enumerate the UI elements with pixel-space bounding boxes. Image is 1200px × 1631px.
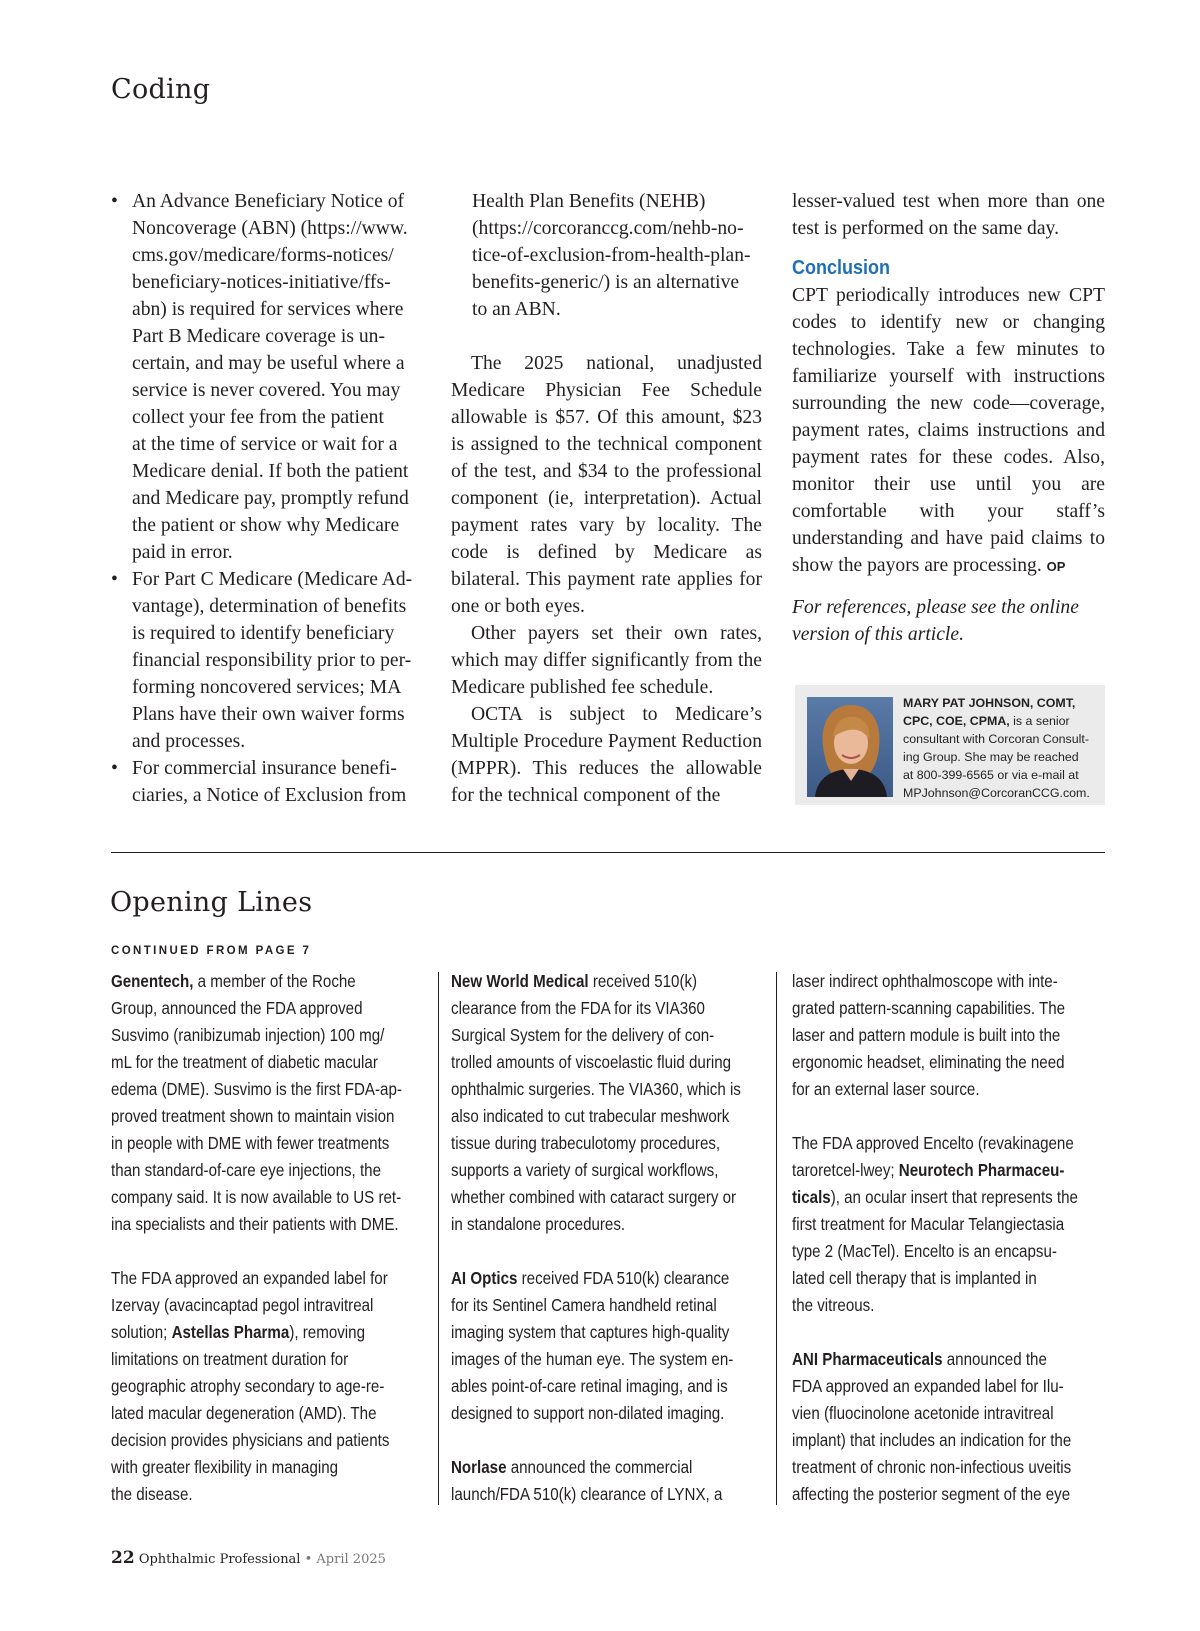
text-line: is required to identify beneficiary bbox=[132, 623, 395, 644]
text-line: the disease. bbox=[111, 1484, 193, 1504]
text-line: grated pattern-scanning capabilities. The bbox=[792, 998, 1066, 1018]
norlase-item bbox=[451, 1454, 763, 1508]
bullet-abn-text bbox=[132, 188, 423, 566]
text-line: imaging system that captures high-quality bbox=[451, 1322, 730, 1342]
text-line: geographic atrophy secondary to age-re- bbox=[111, 1376, 385, 1396]
lynx-continuation bbox=[792, 968, 1105, 1103]
text-line: consultant with Corcoran Consult- bbox=[903, 732, 1089, 746]
bullet-glyph: • bbox=[111, 569, 118, 590]
publication-name: Ophthalmic Professional bbox=[138, 1552, 301, 1567]
text-line-part: a member of the Roche bbox=[193, 971, 356, 991]
text-line: proved treatment shown to maintain vision bbox=[111, 1106, 395, 1126]
author-credentials: CPC, COE, CPMA, bbox=[903, 714, 1010, 728]
section-divider bbox=[111, 852, 1105, 853]
text-line: designed to support non-dilated imaging. bbox=[451, 1403, 725, 1423]
text-line: Plans have their own waiver forms bbox=[132, 704, 405, 725]
page-number: 22 bbox=[111, 1548, 135, 1568]
text-line: FDA approved an expanded label for Ilu- bbox=[792, 1376, 1064, 1396]
text-line: ciaries, a Notice of Exclusion from bbox=[132, 785, 407, 806]
text-line: abn) is required for services where bbox=[132, 299, 404, 320]
company-name: Neurotech Pharmaceu- bbox=[898, 1160, 1065, 1180]
text-line: for its Sentinel Camera handheld retinal bbox=[451, 1295, 717, 1315]
text-line: tice-of-exclusion-from-health-plan- bbox=[472, 245, 751, 266]
text-line: mL for the treatment of diabetic macular bbox=[111, 1052, 378, 1072]
text-line: For Part C Medicare (Medicare Ad- bbox=[132, 569, 413, 590]
text-line bbox=[111, 1319, 365, 1346]
text-line: forming noncovered services; MA bbox=[132, 677, 402, 698]
text-line: images of the human eye. The system en- bbox=[451, 1349, 734, 1369]
text-line: ergonomic headset, eliminating the need bbox=[792, 1052, 1065, 1072]
bio-line bbox=[903, 712, 1099, 730]
coding-column-1 bbox=[111, 188, 423, 809]
opening-column-2 bbox=[451, 968, 763, 1508]
text-line: The FDA approved an expanded label for bbox=[111, 1268, 388, 1288]
text-line bbox=[451, 1265, 729, 1292]
text-line: decision provides physicians and patients bbox=[111, 1430, 390, 1450]
text-line: whether combined with cataract surgery or bbox=[451, 1187, 737, 1207]
end-mark: OP bbox=[1046, 559, 1066, 574]
footer-separator: • bbox=[304, 1552, 313, 1567]
text-line-part: announced the bbox=[942, 1349, 1047, 1369]
text-line: the patient or show why Medicare bbox=[132, 515, 400, 536]
text-line: company said. It is now available to US ret- bbox=[111, 1187, 402, 1207]
text-line-part: ), an ocular insert that represents the bbox=[830, 1187, 1078, 1207]
author-bio-text bbox=[903, 694, 1099, 802]
text-line-part: received 510(k) bbox=[588, 971, 698, 991]
issue-date: April 2025 bbox=[316, 1552, 386, 1567]
text-line: treatment of chronic non-infectious uveitis bbox=[792, 1457, 1072, 1477]
text-line: An Advance Beneficiary Notice of bbox=[132, 191, 405, 212]
text-line: implant) that includes an indication for the bbox=[792, 1430, 1072, 1450]
company-name: AI Optics bbox=[451, 1268, 518, 1288]
text-line: benefits-generic/) is an alternative bbox=[472, 272, 740, 293]
company-name: Genentech, bbox=[111, 971, 194, 991]
author-name-line: MARY PAT JOHNSON, COMT, bbox=[903, 696, 1076, 710]
text-line: Medicare denial. If both the patient bbox=[132, 461, 409, 482]
text-line: laser and pattern module is built into the bbox=[792, 1025, 1061, 1045]
text-line: to an ABN. bbox=[472, 299, 561, 320]
text-line-part: solution; bbox=[111, 1322, 172, 1342]
company-name: Norlase bbox=[451, 1457, 507, 1477]
text-line: Health Plan Benefits (NEHB) bbox=[472, 191, 706, 212]
text-line bbox=[111, 968, 356, 995]
text-line: Part B Medicare coverage is un- bbox=[132, 326, 385, 347]
text-line: than standard-of-care eye injections, the bbox=[111, 1160, 381, 1180]
author-portrait-icon bbox=[807, 697, 893, 797]
text-line-part: announced the commercial bbox=[506, 1457, 693, 1477]
text-line: beneficiary-notices-initiative/ffs- bbox=[132, 272, 391, 293]
text-line-part: taroretcel-lwey; bbox=[792, 1160, 899, 1180]
text-line: trolled amounts of viscoelastic fluid during bbox=[451, 1052, 732, 1072]
new-world-medical-item bbox=[451, 968, 763, 1238]
text-line: also indicated to cut trabecular meshwork bbox=[451, 1106, 730, 1126]
bullet-commercial-text bbox=[132, 755, 423, 809]
coding-section-title: Coding bbox=[111, 74, 211, 105]
text-line: ing Group. She may be reached bbox=[903, 750, 1079, 764]
continued-from-label: CONTINUED FROM PAGE 7 bbox=[111, 945, 312, 957]
text-line: the vitreous. bbox=[792, 1295, 875, 1315]
text-line: vien (fluocinolone acetonide intravitreal bbox=[792, 1403, 1054, 1423]
text-line: cms.gov/medicare/forms-notices/ bbox=[132, 245, 394, 266]
company-name-cont: ticals bbox=[792, 1187, 831, 1207]
text-line-part: received FDA 510(k) clearance bbox=[517, 1268, 730, 1288]
text-line: Group, announced the FDA approved bbox=[111, 998, 363, 1018]
text-line: and Medicare pay, promptly refund bbox=[132, 488, 409, 509]
text-line: service is never covered. You may bbox=[132, 380, 401, 401]
text-line: limitations on treatment duration for bbox=[111, 1349, 349, 1369]
text-line: type 2 (MacTel). Encelto is an encapsu- bbox=[792, 1241, 1057, 1261]
text-line: vantage), determination of benefits bbox=[132, 596, 407, 617]
mppr-continuation: lesser-valued test when more than one test is performed on the same day. bbox=[792, 191, 1105, 239]
author-photo bbox=[807, 697, 893, 797]
encelto-item bbox=[792, 1130, 1105, 1319]
text-line: Susvimo (ranibizumab injection) 100 mg/ bbox=[111, 1025, 385, 1045]
company-name: Astellas Pharma bbox=[171, 1322, 290, 1342]
text-line: For references, please see the online bbox=[792, 597, 1079, 618]
text-line: with greater flexibility in managing bbox=[111, 1457, 339, 1477]
text-line: ina specialists and their patients with DME. bbox=[111, 1214, 399, 1234]
text-line: For commercial insurance benefi- bbox=[132, 758, 397, 779]
text-line: version of this article. bbox=[792, 624, 964, 645]
text-line: is a senior bbox=[1009, 714, 1070, 728]
text-line: at the time of service or wait for a bbox=[132, 434, 398, 455]
ani-pharmaceuticals-item bbox=[792, 1346, 1105, 1508]
text-line: paid in error. bbox=[132, 542, 233, 563]
opening-column-1 bbox=[111, 968, 423, 1508]
text-line: edema (DME). Susvimo is the first FDA-ap- bbox=[111, 1079, 402, 1099]
bullet-part-c-text bbox=[132, 566, 423, 755]
bullet-abn bbox=[111, 188, 423, 566]
text-line: ophthalmic surgeries. The VIA360, which is bbox=[451, 1079, 741, 1099]
bullet-glyph: • bbox=[111, 191, 118, 212]
company-name: ANI Pharmaceuticals bbox=[792, 1349, 943, 1369]
bio-line bbox=[903, 694, 1099, 712]
text-line bbox=[792, 1157, 1064, 1184]
text-line: Surgical System for the delivery of con- bbox=[451, 1025, 715, 1045]
izervay-item bbox=[111, 1265, 423, 1508]
coding-column-3 bbox=[792, 188, 1105, 648]
text-line-part: ), removing bbox=[289, 1322, 365, 1342]
references-note bbox=[792, 594, 1105, 648]
fee-schedule-paragraph: The 2025 national, unadjusted Medicare Physician Fee Schedule allowable is $57. Of this amount, $23 is assigned to the technical component of the test, and $34 to the professional component (ie, interpretation). Actual payment rates vary by locality. The code is defined by Medicare as bilateral. This payment rate applies for one or both eyes. bbox=[451, 353, 762, 617]
text-line: lated macular degeneration (AMD). The bbox=[111, 1403, 377, 1423]
text-line: financial responsibility prior to per- bbox=[132, 650, 412, 671]
opening-lines-title: Opening Lines bbox=[110, 887, 313, 918]
column-rule-1 bbox=[438, 972, 439, 1505]
text-line: launch/FDA 510(k) clearance of LYNX, a bbox=[451, 1484, 723, 1504]
text-line: Noncoverage (ABN) (https://www. bbox=[132, 218, 408, 239]
text-line bbox=[792, 1184, 1078, 1211]
text-line bbox=[451, 968, 697, 995]
coding-column-2 bbox=[451, 188, 762, 809]
conclusion-heading: Conclusion bbox=[792, 257, 891, 279]
text-line: at 800-399-6565 or via e-mail at bbox=[903, 768, 1079, 782]
text-line: Izervay (avacincaptad pegol intravitreal bbox=[111, 1295, 374, 1315]
column-rule-2 bbox=[776, 972, 777, 1505]
text-line: lated cell therapy that is implanted in bbox=[792, 1268, 1037, 1288]
conclusion-text: CPT periodically introduces new CPT codes to identify new or changing technologies. Take a few minutes to familiarize yourself with instructions surrounding the new code—coverage, payment rates, claims instructions and payment rates for these codes. Also, monitor their use until you are comfortable with your staff’s understanding and have paid claims to show the payors are processing. bbox=[792, 285, 1105, 576]
text-line: in standalone procedures. bbox=[451, 1214, 626, 1234]
nehb-continuation bbox=[451, 188, 762, 323]
text-line: ables point-of-care retinal imaging, and is bbox=[451, 1376, 728, 1396]
genentech-item bbox=[111, 968, 423, 1238]
text-line: tissue during trabeculotomy procedures, bbox=[451, 1133, 721, 1153]
text-line: clearance from the FDA for its VIA360 bbox=[451, 998, 705, 1018]
company-name: New World Medical bbox=[451, 971, 589, 991]
text-line: (https://corcoranccg.com/nehb-no- bbox=[472, 218, 744, 239]
text-line: first treatment for Macular Telangiectasia bbox=[792, 1214, 1065, 1234]
text-line: collect your fee from the patient bbox=[132, 407, 384, 428]
bullet-part-c bbox=[111, 566, 423, 755]
text-line: The FDA approved Encelto (revakinagene bbox=[792, 1133, 1074, 1153]
text-line: and processes. bbox=[132, 731, 246, 752]
text-line bbox=[451, 1454, 692, 1481]
bullet-glyph: • bbox=[111, 758, 118, 779]
text-line bbox=[792, 1346, 1047, 1373]
author-email: MPJohnson@CorcoranCCG.com. bbox=[903, 786, 1090, 800]
text-line: in people with DME with fewer treatments bbox=[111, 1133, 390, 1153]
ai-optics-item bbox=[451, 1265, 763, 1427]
mppr-paragraph: OCTA is subject to Medicare’s Multiple Procedure Payment Reduction (MPPR). This reduces the allowable for the technical component of the bbox=[451, 704, 762, 806]
bullet-commercial bbox=[111, 755, 423, 809]
other-payers-paragraph: Other payers set their own rates, which may differ significantly from the Medicare published fee schedule. bbox=[451, 623, 762, 698]
conclusion-paragraph bbox=[792, 282, 1105, 580]
text-line: for an external laser source. bbox=[792, 1079, 980, 1099]
author-bio-box bbox=[795, 685, 1105, 805]
text-line: supports a variety of surgical workflows, bbox=[451, 1160, 719, 1180]
text-line: certain, and may be useful where a bbox=[132, 353, 405, 374]
page-footer bbox=[111, 1548, 386, 1568]
text-line: affecting the posterior segment of the eye bbox=[792, 1484, 1071, 1504]
text-line: laser indirect ophthalmoscope with inte- bbox=[792, 971, 1058, 991]
opening-column-3 bbox=[792, 968, 1105, 1508]
